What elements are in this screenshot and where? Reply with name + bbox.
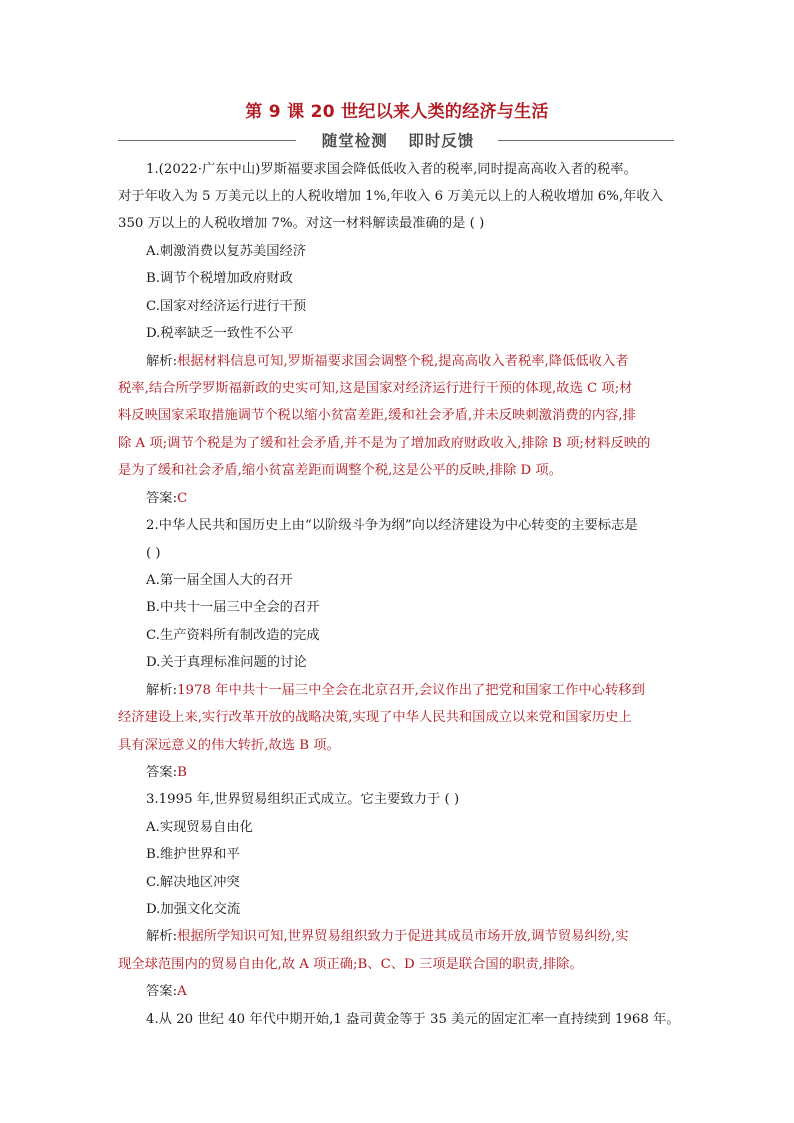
q2-answer-value: B <box>177 765 187 780</box>
page-title: 第 9 课 20 世纪以来人类的经济与生活 <box>245 102 549 122</box>
q3-explanation-line1 <box>146 927 629 947</box>
q1-option-d: D.税率缺乏一致性不公平 <box>146 326 294 341</box>
q3-option-c: C.解决地区冲突 <box>146 875 240 890</box>
q1-explanation-line4: 除 A 项;调节个税是为了缓和社会矛盾,并不是为了增加政府财政收入,排除 B 项;材料反映的 <box>118 436 651 451</box>
q3-answer-value: A <box>177 984 187 999</box>
q1-option-c: C.国家对经济运行进行干预 <box>146 299 307 314</box>
q1-answer <box>146 489 187 509</box>
q2-option-a: A.第一届全国人大的召开 <box>146 573 293 588</box>
banner-label-right: 即时反馈 <box>408 132 475 150</box>
q3-option-d: D.加强文化交流 <box>146 902 241 917</box>
q1-answer-label: 答案: <box>146 491 178 506</box>
banner-label-left: 随堂检测 <box>321 132 388 150</box>
q4-stem-line1: 4.从 20 世纪 40 年代中期开始,1 盎司黄金等于 35 美元的固定汇率一直持续到 1968 年。 <box>146 1012 680 1027</box>
q2-explanation-line1 <box>146 681 645 701</box>
banner-text <box>304 129 492 151</box>
q1-stem-line1: 1.(2022·广东中山)罗斯福要求国会降低低收入者的税率,同时提高高收入者的税率。 <box>146 162 637 177</box>
q3-stem-line1: 3.1995 年,世界贸易组织正式成立。它主要致力于 ( ) <box>146 792 460 807</box>
section-banner <box>118 129 674 151</box>
q3-answer <box>146 982 187 1002</box>
q2-explanation-text1: 1978 年中共十一届三中全会在北京召开,会议作出了把党和国家工作中心转移到 <box>177 683 645 698</box>
q1-explanation-text1: 根据材料信息可知,罗斯福要求国会调整个税,提高高收入者税率,降低低收入者 <box>177 354 629 369</box>
q2-option-b: B.中共十一届三中全会的召开 <box>146 600 320 615</box>
q3-option-b: B.维护世界和平 <box>146 847 240 862</box>
q2-answer <box>146 763 187 783</box>
q2-explanation-line3: 具有深远意义的伟大转折,故选 B 项。 <box>118 738 340 753</box>
q1-stem-line3: 350 万以上的人税收增加 7%。对这一材料解读最准确的是 ( ) <box>118 216 485 231</box>
q1-stem-line2: 对于年收入为 5 万美元以上的人税收增加 1%,年收入 6 万美元以上的人税收增加 6%,年收入 <box>118 189 664 204</box>
q2-explanation-line2: 经济建设上来,实行改革开放的战略决策,实现了中华人民共和国成立以来党和国家历史上 <box>118 710 632 725</box>
q1-explanation-line2: 税率,结合所学罗斯福新政的史实可知,这是国家对经济运行进行干预的体现,故选 C 项;材 <box>118 381 633 396</box>
banner-divider-left <box>118 140 296 141</box>
q2-explanation-label: 解析: <box>146 683 178 698</box>
q3-option-a: A.实现贸易自由化 <box>146 820 253 835</box>
q1-option-b: B.调节个税增加政府财政 <box>146 271 293 286</box>
q2-option-c: C.生产资料所有制改造的完成 <box>146 628 320 643</box>
q1-explanation-label: 解析: <box>146 354 178 369</box>
q1-explanation-line1 <box>146 352 629 372</box>
q3-answer-label: 答案: <box>146 984 178 999</box>
q1-explanation-line5: 是为了缓和社会矛盾,缩小贫富差距而调整个税,这是公平的反映,排除 D 项。 <box>118 463 562 478</box>
q2-stem-line2: ( ) <box>146 546 161 561</box>
banner-divider-right <box>498 140 674 141</box>
q1-answer-value: C <box>177 491 188 506</box>
q3-explanation-text1: 根据所学知识可知,世界贸易组织致力于促进其成员市场开放,调节贸易纠纷,实 <box>177 929 629 944</box>
q2-stem-line1: 2.中华人民共和国历史上由“以阶级斗争为纲”向以经济建设为中心转变的主要标志是 <box>146 518 638 533</box>
q2-option-d: D.关于真理标准问题的讨论 <box>146 655 307 670</box>
q3-explanation-label: 解析: <box>146 929 178 944</box>
q1-option-a: A.刺激消费以复苏美国经济 <box>146 244 307 259</box>
q2-answer-label: 答案: <box>146 765 178 780</box>
q1-explanation-line3: 料反映国家采取措施调节个税以缩小贫富差距,缓和社会矛盾,并未反映刺激消费的内容,排 <box>118 408 636 423</box>
q3-explanation-line2: 现全球范围内的贸易自由化,故 A 项正确;B、C、D 三项是联合国的职责,排除。 <box>118 957 583 972</box>
